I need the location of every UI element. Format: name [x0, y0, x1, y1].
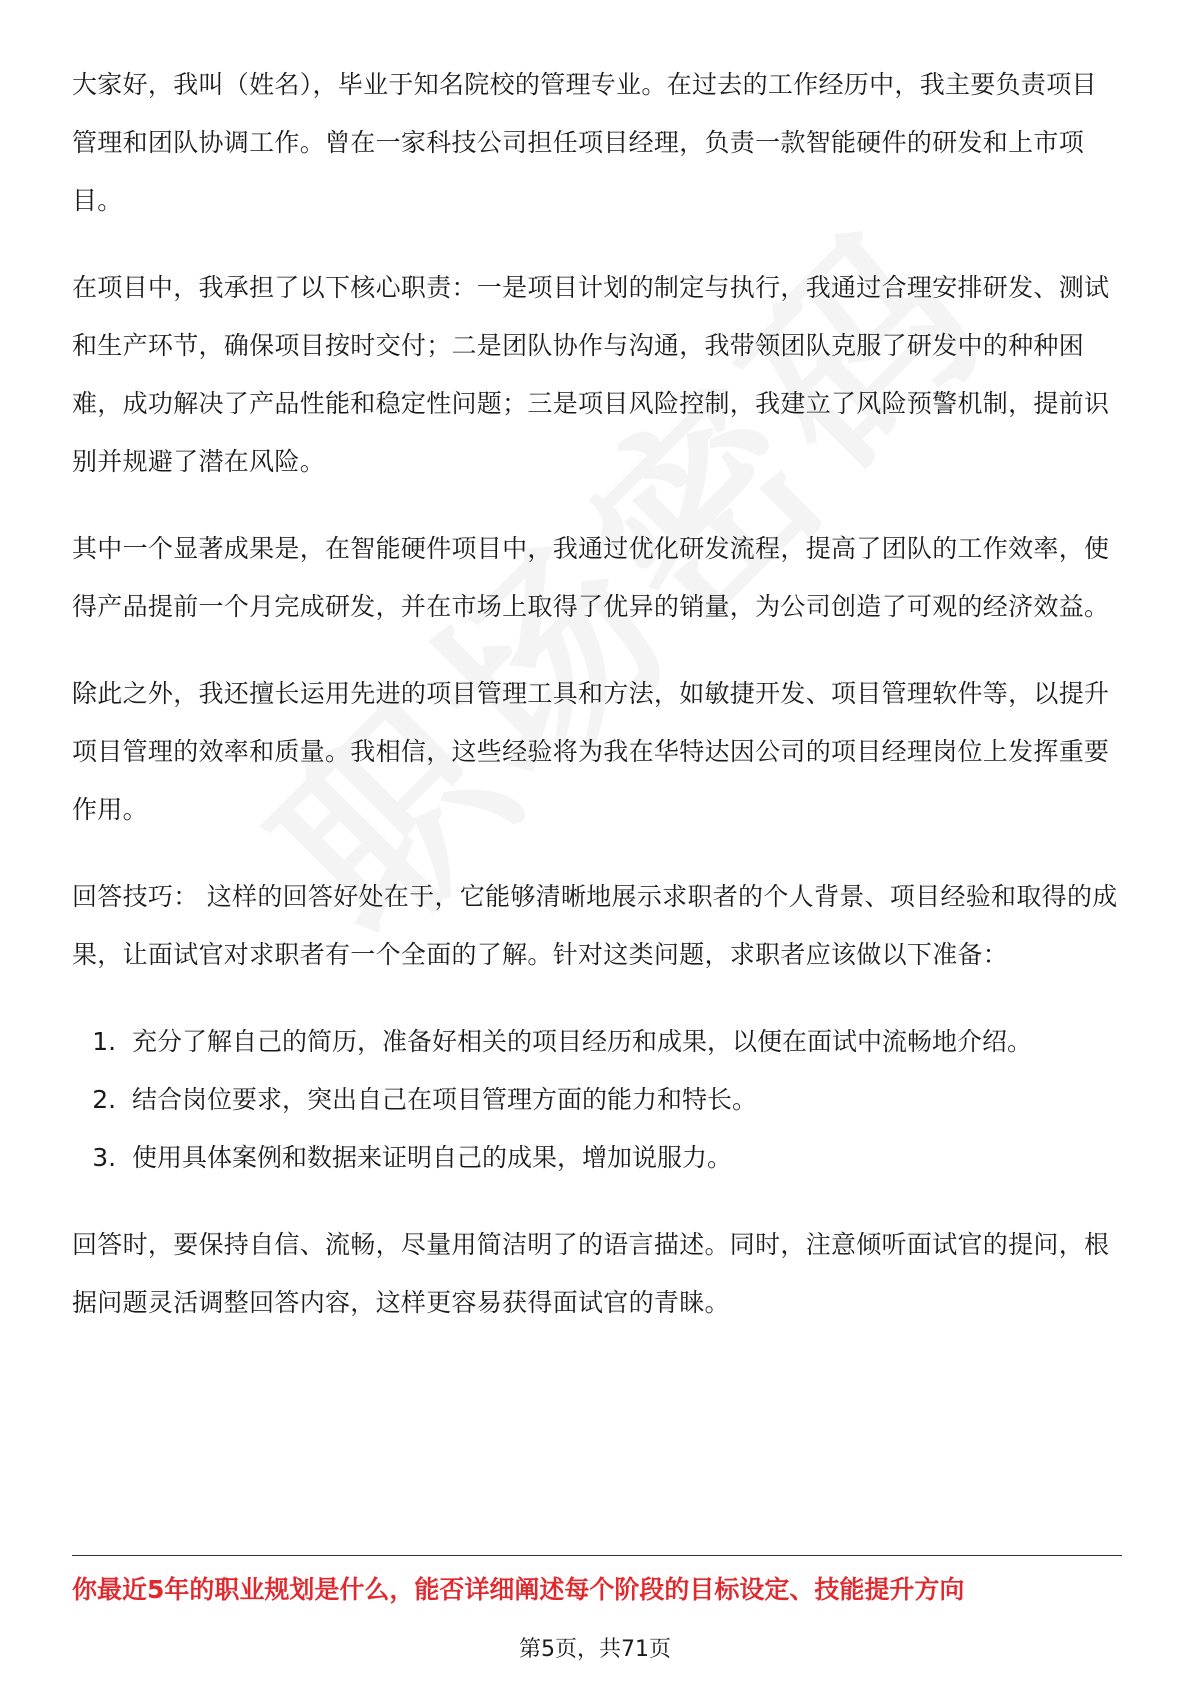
paragraph-answer-tips: 回答技巧： 这样的回答好处在于，它能够清晰地展示求职者的个人背景、项目经验和取得的成果，让面试官对求职者有一个全面的了解。针对这类问题，求职者应该做以下准备：: [72, 882, 1118, 969]
list-item: 2. 结合岗位要求，突出自己在项目管理方面的能力和特长。: [124, 1071, 1122, 1129]
preparation-list: [72, 1013, 1122, 1187]
page-number: 第5页，共71页: [519, 1637, 671, 1662]
section-divider: [72, 1555, 1122, 1556]
paragraph-skills: 除此之外，我还擅长运用先进的项目管理工具和方法，如敏捷开发、项目管理软件等，以提升项目管理的效率和质量。我相信，这些经验将为我在华特达因公司的项目经理岗位上发挥重要作用。: [72, 679, 1110, 824]
next-question-heading: 你最近5年的职业规划是什么，能否详细阐述每个阶段的目标设定、技能提升方向: [72, 1575, 965, 1604]
list-item: 3. 使用具体案例和数据来证明自己的成果，增加说服力。: [124, 1129, 1122, 1187]
paragraph-responsibilities: 在项目中，我承担了以下核心职责：一是项目计划的制定与执行，我通过合理安排研发、测试和生产环节，确保项目按时交付；二是团队协作与沟通，我带领团队克服了研发中的种种困难，成功解决了产品性能和稳定性问题；三是项目风险控制，我建立了风险预警机制，提前识别并规避了潜在风险。: [72, 273, 1110, 476]
list-item: 1. 充分了解自己的简历，准备好相关的项目经历和成果，以便在面试中流畅地介绍。: [124, 1013, 1122, 1071]
document-body: [72, 56, 1122, 1361]
paragraph-intro: 大家好，我叫（姓名），毕业于知名院校的管理专业。在过去的工作经历中，我主要负责项目管理和团队协调工作。曾在一家科技公司担任项目经理，负责一款智能硬件的研发和上市项目。: [72, 70, 1097, 215]
paragraph-closing: 回答时，要保持自信、流畅，尽量用简洁明了的语言描述。同时，注意倾听面试官的提问，根据问题灵活调整回答内容，这样更容易获得面试官的青睐。: [72, 1230, 1110, 1317]
paragraph-achievement: 其中一个显著成果是，在智能硬件项目中，我通过优化研发流程，提高了团队的工作效率，使得产品提前一个月完成研发，并在市场上取得了优异的销量，为公司创造了可观的经济效益。: [72, 534, 1110, 621]
